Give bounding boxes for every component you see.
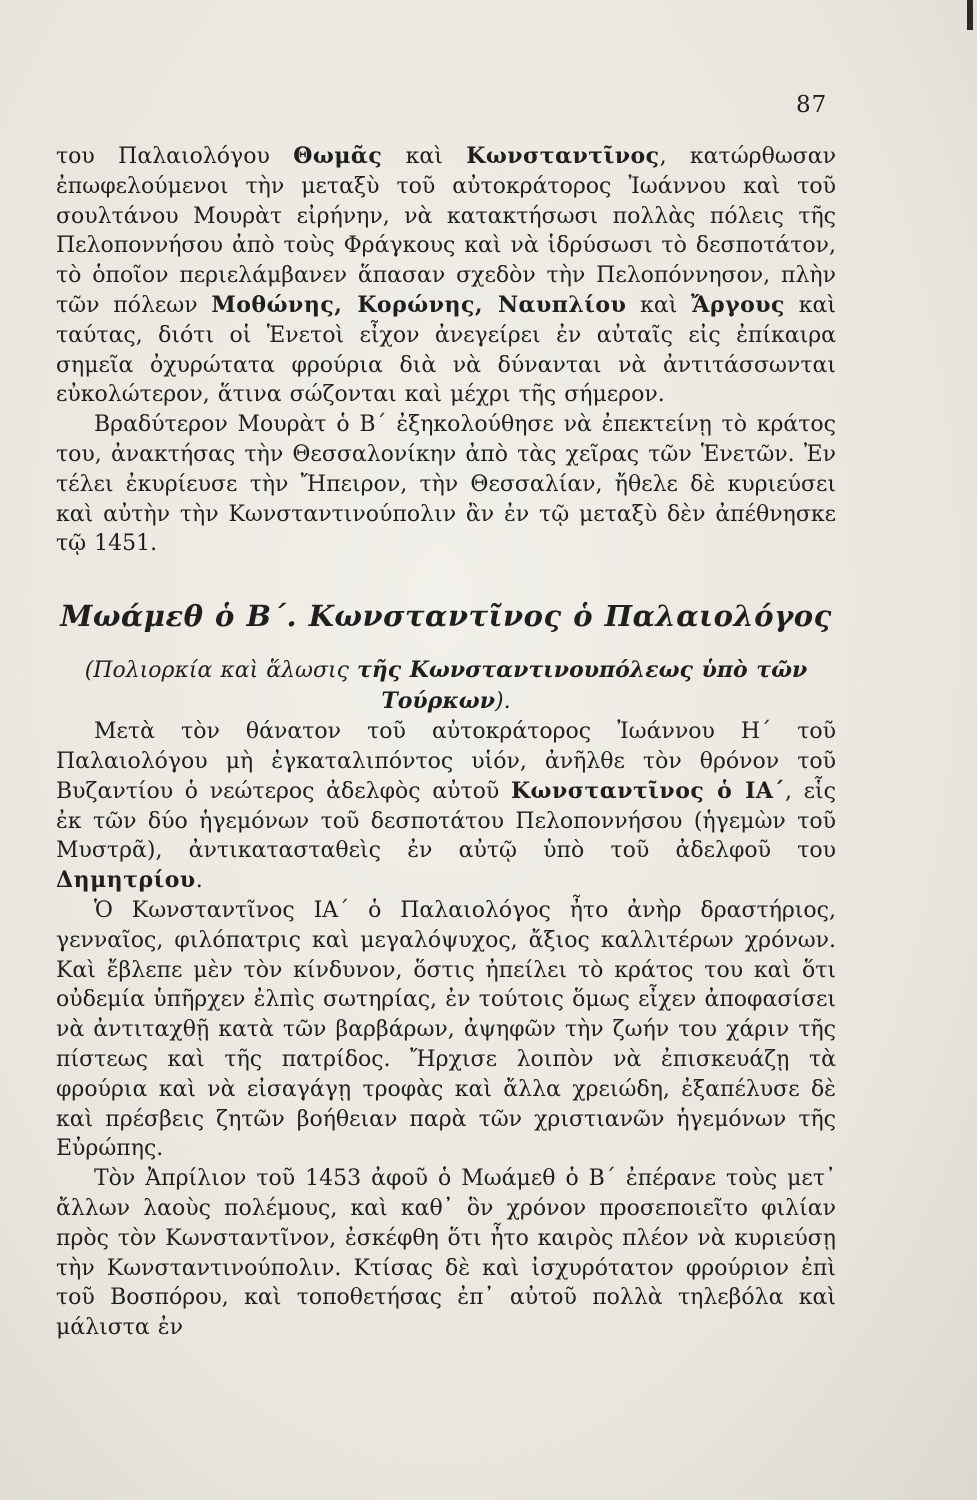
paragraph-2: Βραδύτερον Μουρὰτ ὁ Β΄ ἐξηκολούθησε νὰ ἐπεκτείνῃ τὸ κράτος του, ἀνακτήσας τὴν Θεσσαλονίκην ἀπὸ τὰς χεῖρας τῶν Ἑνετῶν. Ἐν τέλει ἐκυρίευσε τὴν Ἤπειρον, τὴν Θεσσαλίαν, ἤθελε δὲ κυριεύσει καὶ αὐτὴν τὴν Κωνσταντινούπολιν ἂν ἐν τῷ μεταξὺ δὲν ἀπέθνησκε τῷ 1451. bbox=[56, 412, 836, 557]
subheading-text: (Πολιορκία καὶ ἅλωσις bbox=[84, 658, 357, 684]
paragraph-3 bbox=[56, 717, 836, 896]
paragraph-5: Τὸν Ἀπρίλιον τοῦ 1453 ἀφοῦ ὁ Μωάμεθ ὁ Β΄ ἐπέρανε τοὺς μετ᾽ ἄλλων λαοὺς πολέμους, καὶ καθ᾽ ὃν χρόνον προσεποιεῖτο φιλίαν πρὸς τὸν Κωνσταντῖνον, ἐσκέφθη ὅτι ἦτο καιρὸς πλέον νὰ κυριεύσῃ τὴν Κωνσταντινούπολιν. Κτίσας δὲ καὶ ἰσχυρότατον φρούριον ἐπὶ τοῦ Βοσπόρου, καὶ τοποθετήσας ἐπ᾽ αὐτοῦ πολλὰ τηλεβόλα καὶ μάλιστα ἐν bbox=[56, 1166, 836, 1341]
paragraph-4: Ὁ Κωνσταντῖνος ΙΑ΄ ὁ Παλαιολόγος ἦτο ἀνὴρ δραστήριος, γενναῖος, φιλόπατρις καὶ μεγαλόψυχος, ἄξιος καλλιτέρων χρόνων. Καὶ ἔβλεπε μὲν τὸν κίνδυνον, ὅστις ἠπείλει τὸ κράτος του καὶ ὅτι οὐδεμία ὑπῆρχεν ἐλπὶς σωτηρίας, ἐν τούτοις ὅμως εἶχεν ἀποφασίσει νὰ ἀντιταχθῇ κατὰ τῶν βαρβάρων, ἀψηφῶν τὴν ζωήν του χάριν τῆς πίστεως καὶ τῆς πατρίδος. Ἤρχισε λοιπὸν νὰ ἐπισκευάζῃ τὰ φρούρια καὶ νὰ εἰσαγάγῃ τροφὰς καὶ ἄλλα χρειώδη, ἐξαπέλυσε δὲ καὶ πρέσβεις ζητῶν βοήθειαν παρὰ τῶν χριστιανῶν ἡγεμόνων τῆς Εὐρώπης. bbox=[56, 897, 836, 1162]
text-run: καὶ bbox=[626, 292, 692, 318]
bold-name-konstantinos: Κωνσταντῖνος bbox=[466, 143, 660, 169]
paragraph-1 bbox=[56, 142, 836, 410]
bold-city-argos: Ἄργους bbox=[691, 291, 785, 318]
bold-cities: Μοθώνης, Κορώνης, Ναυπλίου bbox=[211, 291, 627, 318]
text-run: , εἷς ἐκ τῶν δύο ἡγεμόνων τοῦ δεσποτάτου Πελοποννήσου (ἡγεμὼν τοῦ Μυστρᾶ), ἀντικατασταθεὶς ἐν αὐτῷ ὑπὸ τοῦ ἀδελφοῦ του bbox=[56, 778, 836, 864]
page-body bbox=[56, 142, 836, 1343]
subheading-bold-text: τῆς Κωνσταντινουπόλεως ὑπὸ τῶν Τούρκων bbox=[356, 657, 808, 715]
text-run: . bbox=[195, 868, 203, 894]
subheading-text-end: ). bbox=[495, 689, 511, 715]
text-run: του Παλαιολόγου bbox=[56, 144, 294, 169]
bold-name-konstantinos-xi: Κωνσταντῖνος ὁ ΙΑ΄ bbox=[510, 777, 785, 804]
section-heading: Μωάμεθ ὁ Β΄. Κωνσταντῖνος ὁ Παλαιολόγος bbox=[60, 599, 832, 634]
text-run: καὶ bbox=[382, 144, 467, 169]
text-run: Μετὰ τὸν θάνατον τοῦ αὐτοκράτορος Ἰωάννου Η΄ τοῦ Παλαιολόγου μὴ ἐγκαταλιπόντος υἱόν, ἀνῆλθε τὸν θρόνον τοῦ Βυζαντίου ὁ νεώτερος ἀδελφὸς αὐτοῦ bbox=[56, 719, 836, 804]
page-number: 87 bbox=[796, 92, 828, 118]
bold-name-thomas: Θωμᾶς bbox=[293, 143, 383, 169]
section-subheading bbox=[56, 655, 836, 717]
bold-name-demetrios: Δημητρίου bbox=[56, 867, 196, 894]
text-run: , κατώρθωσαν ἐπωφελούμενοι τὴν μεταξὺ τοῦ αὐτοκράτορος Ἰωάννου καὶ τοῦ σουλτάνου Μουρὰτ εἰρήνην, νὰ κατακτήσωσι πολλὰς πόλεις τῆς Πελοποννήσου ἀπὸ τοὺς Φράγκους καὶ νὰ ἱδρύσωσι τὸ δεσποτάτον, τὸ ὁποῖον περιελάμβανεν ἅπασαν σχεδὸν τὴν Πελοπόννησον, πλὴν τῶν πόλεων bbox=[56, 144, 837, 318]
page-edge-mark bbox=[967, 0, 973, 30]
text-run: καὶ ταύτας, διότι οἱ Ἑνετοὶ εἶχον ἀνεγείρει ἐν αὐταῖς εἰς ἐπίκαιρα σημεῖα ὀχυρώτατα φρούρια διὰ νὰ δύνανται νὰ ἀντιτάσσωνται εὐκολώτερον, ἅτινα σώζονται καὶ μέχρι τῆς σήμερον. bbox=[56, 292, 836, 408]
